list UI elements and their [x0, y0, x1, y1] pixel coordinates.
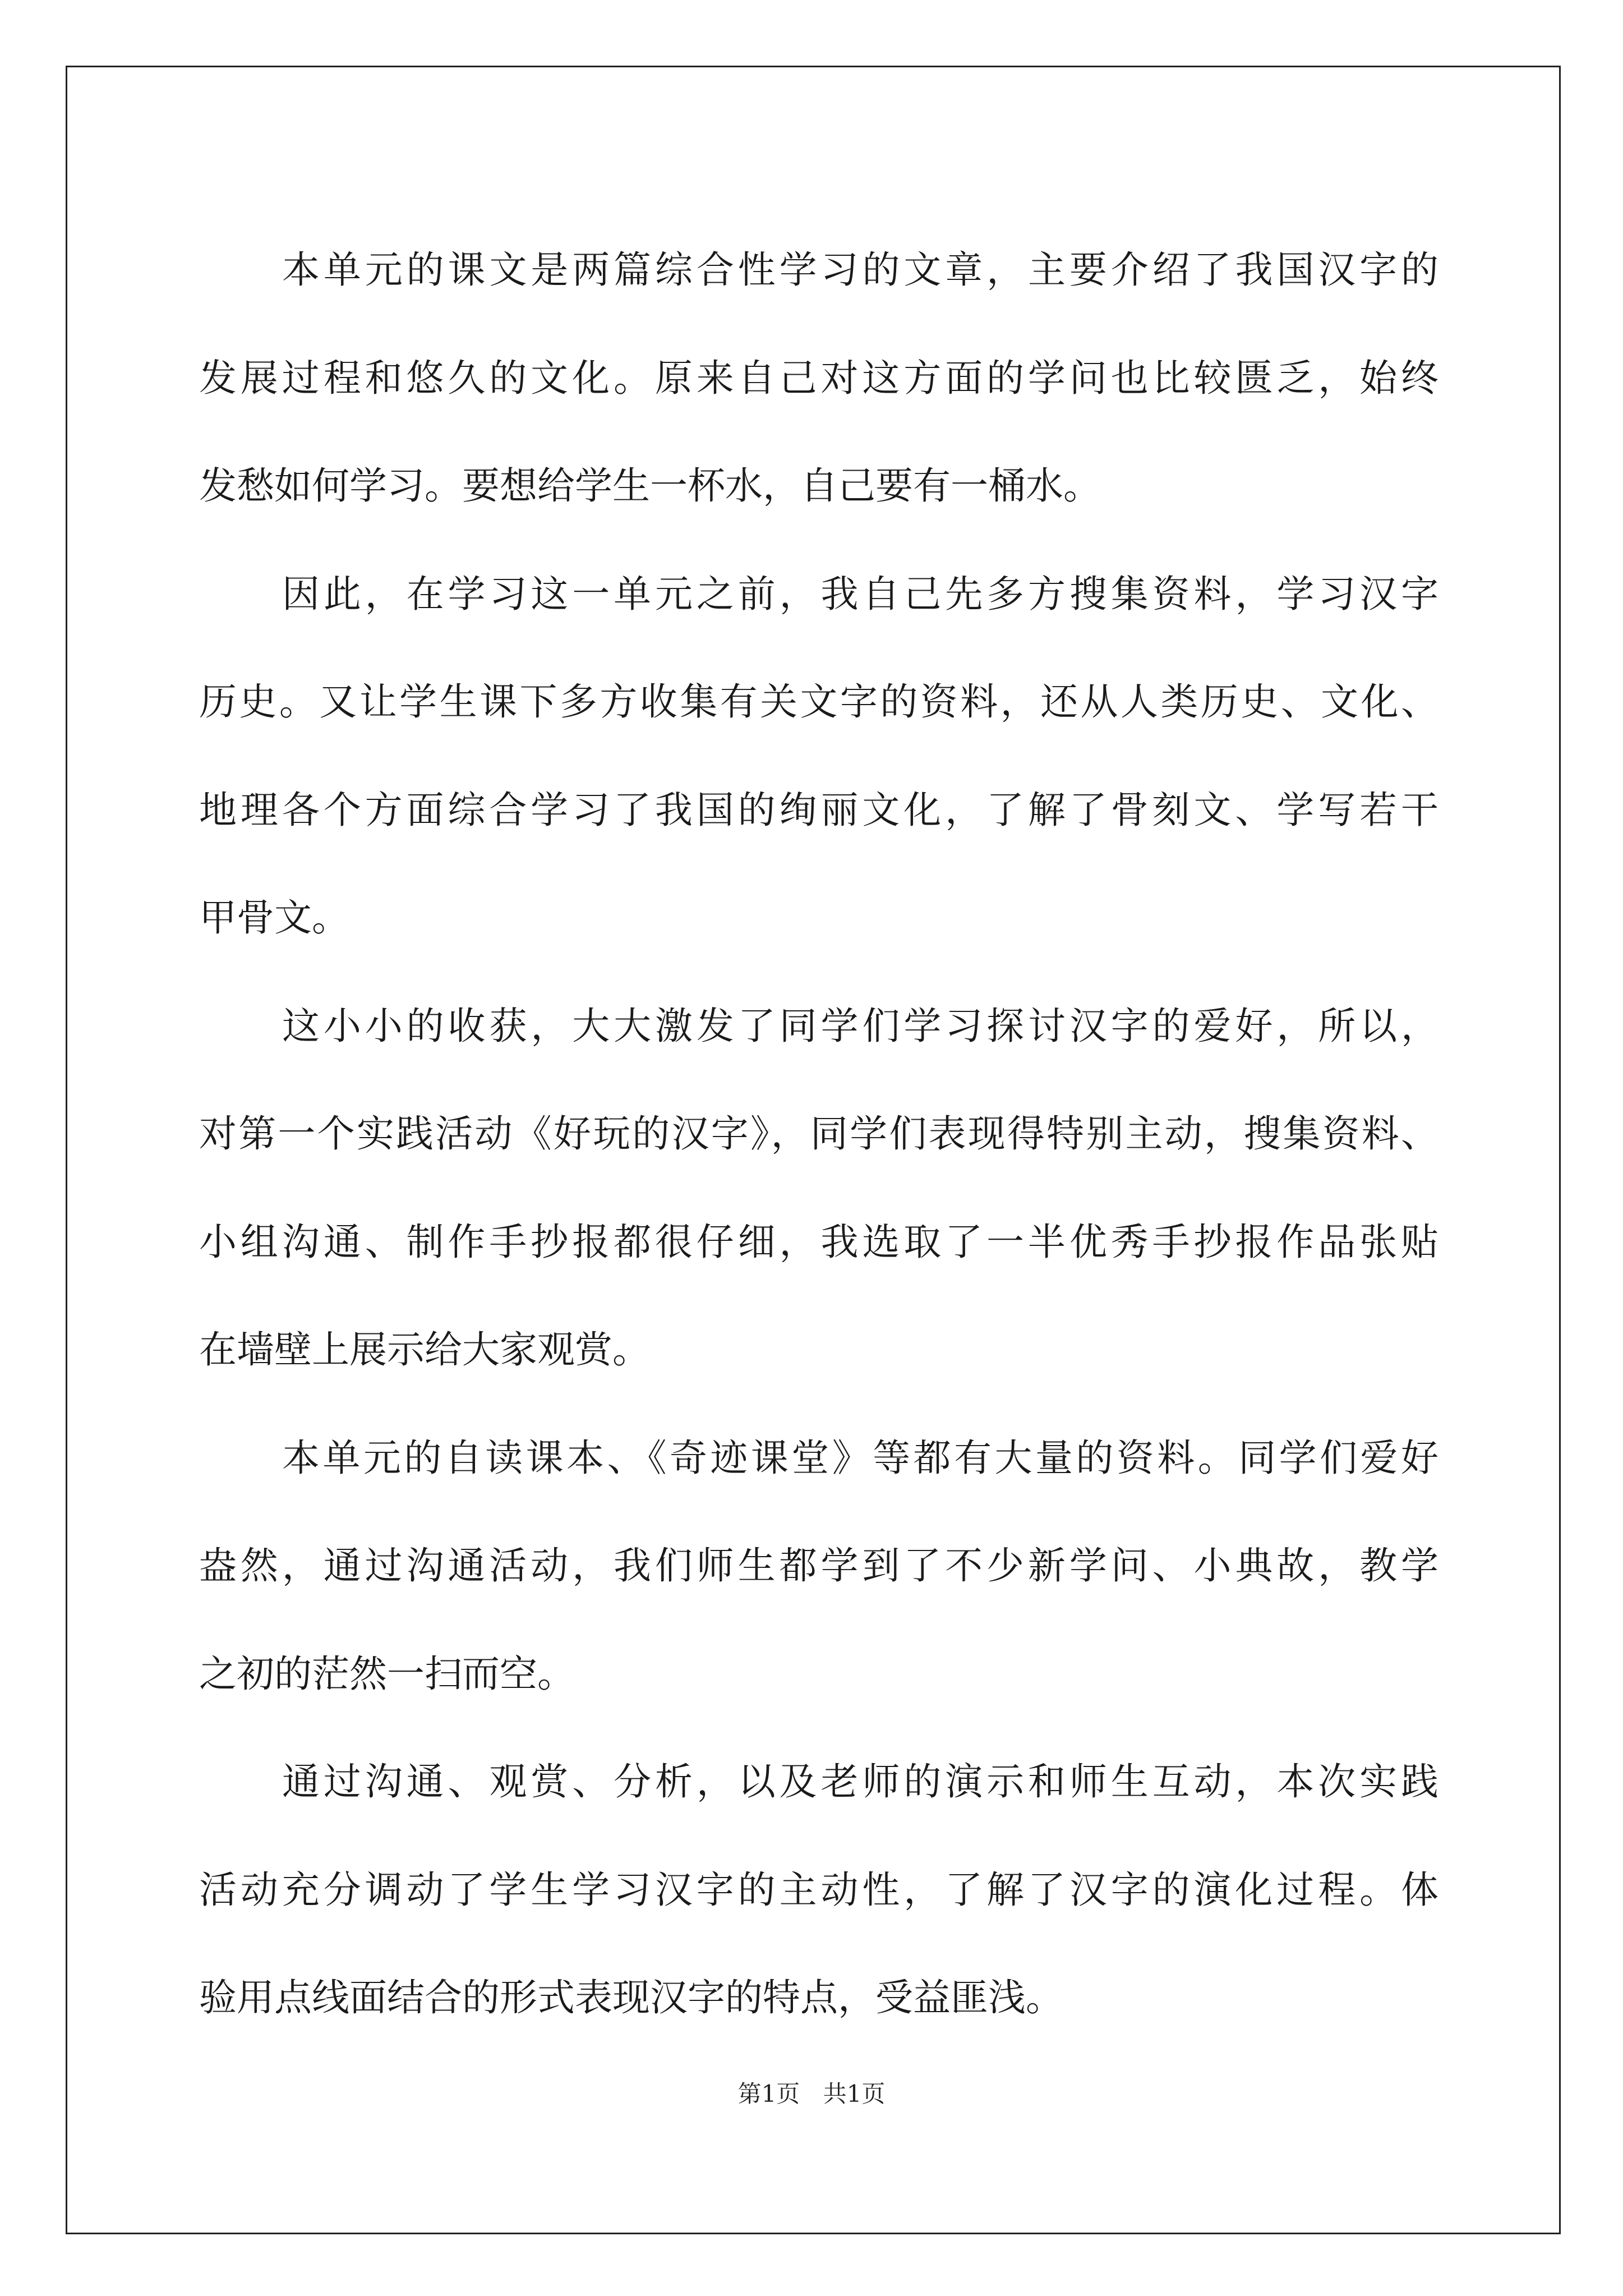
paragraph-5-line-3: 验用点线面结合的形式表现汉字的特点，受益匪浅。 [199, 1976, 1063, 2019]
page-number-current: 第1页 [737, 2080, 800, 2108]
paragraph-3-line-2: 对第一个实践活动《好玩的汉字》，同学们表现得特别主动，搜集资料、 [199, 1112, 1438, 1156]
paragraph-2-line-2: 历史。又让学生课下多方收集有关文字的资料，还从人类历史、文化、 [199, 680, 1438, 724]
page-number-total: 共1页 [823, 2080, 886, 2108]
paragraph-4-line-1: 本单元的自读课本、《奇迹课堂》等都有大量的资料。同学们爱好 [282, 1435, 1438, 1480]
paragraph-1-line-1: 本单元的课文是两篇综合性学习的文章，主要介绍了我国汉字的 [282, 248, 1438, 292]
paragraph-3-line-1: 这小小的收获，大大激发了同学们学习探讨汉字的爱好，所以， [282, 1004, 1438, 1048]
paragraph-3-line-3: 小组沟通、制作手抄报都很仔细，我选取了一半优秀手抄报作品张贴 [199, 1220, 1438, 1264]
paragraph-1-line-2: 发展过程和悠久的文化。原来自己对这方面的学问也比较匮乏，始终 [199, 356, 1438, 400]
document-body [199, 216, 1438, 2052]
paragraph-5-line-2: 活动充分调动了学生学习汉字的主动性，了解了汉字的演化过程。体 [199, 1867, 1438, 1912]
paragraph-1-line-3: 发愁如何学习。要想给学生一杯水，自己要有一桶水。 [199, 464, 1101, 508]
paragraph-4-line-2: 盎然，通过沟通活动，我们师生都学到了不少新学问、小典故，教学 [199, 1544, 1438, 1588]
paragraph-2-line-4: 甲骨文。 [199, 896, 349, 940]
paragraph-5-line-1: 通过沟通、观赏、分析，以及老师的演示和师生互动，本次实践 [282, 1760, 1438, 1803]
paragraph-2-line-1: 因此，在学习这一单元之前，我自己先多方搜集资料，学习汉字 [282, 572, 1438, 616]
page-footer [0, 2076, 1623, 2109]
paragraph-2-line-3: 地理各个方面综合学习了我国的绚丽文化，了解了骨刻文、学写若干 [199, 788, 1438, 832]
paragraph-3-line-4: 在墙壁上展示给大家观赏。 [199, 1328, 650, 1372]
paragraph-4-line-3: 之初的茫然一扫而空。 [199, 1651, 575, 1696]
